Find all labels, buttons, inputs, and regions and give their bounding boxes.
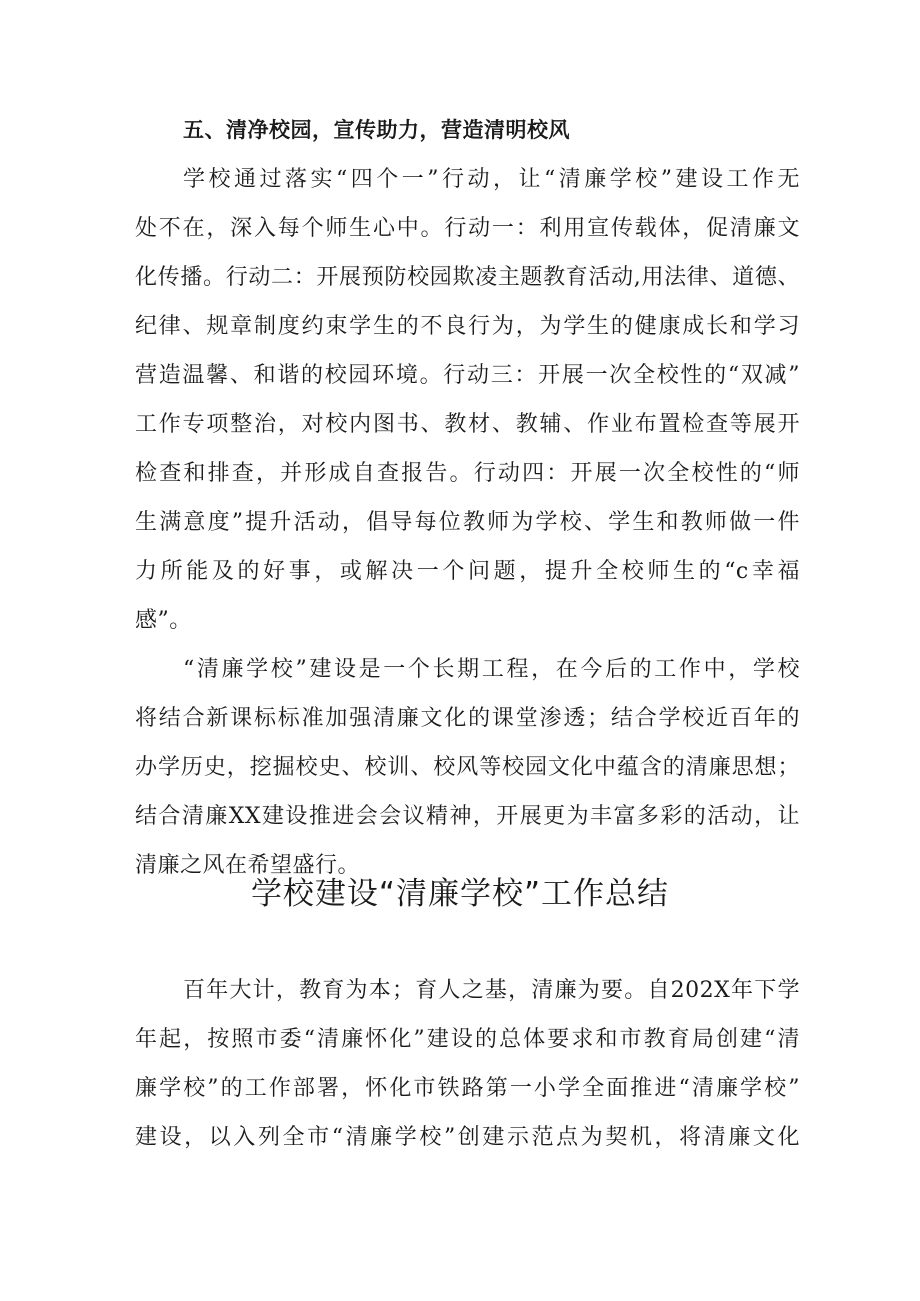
- section-heading: 五、清净校园，宣传助力，营造清明校风: [183, 118, 570, 142]
- section-p1-line-7: 检查和排查，并形成自查报告。行动四：开展一次全校性的“师: [135, 461, 800, 486]
- section-p2-line-2: 将结合新课标标准加强清廉文化的课堂渗透；结合学校近百年的: [135, 706, 800, 731]
- section-p1-line-2: 处不在，深入每个师生心中。行动一：利用宣传载体，促清廉文: [135, 216, 800, 241]
- section-p1-line-5: 营造温馨、和谐的校园环境。行动三：开展一次全校性的“双减”: [135, 363, 800, 388]
- doc-p1-line-4: 建设，以入列全市“清廉学校”创建示范点为契机，将清廉文化: [135, 1125, 800, 1150]
- section-p1-line-1: 学校通过落实“四个一”行动，让“清廉学校”建设工作无: [183, 167, 800, 192]
- section-p2-line-3: 办学历史，挖掘校史、校训、校风等校园文化中蕴含的清廉思想；: [135, 755, 800, 780]
- section-p1-line-6: 工作专项整治，对校内图书、教材、教辅、作业布置检查等展开: [135, 412, 800, 437]
- section-p1-line-8: 生满意度”提升活动，倡导每位教师为学校、学生和教师做一件: [135, 510, 800, 535]
- section-p2-line-5: 清廉之风在希望盛行。: [135, 853, 361, 878]
- section-p2-line-1: “清廉学校”建设是一个长期工程，在今后的工作中，学校: [183, 657, 800, 682]
- section-p1-line-10: 感”。: [135, 608, 192, 633]
- section-p1-line-4: 纪律、规章制度约束学生的不良行为，为学生的健康成长和学习: [135, 314, 800, 339]
- doc-p1-line-1: 百年大计，教育为本；育人之基，清廉为要。自202X年下学: [183, 978, 800, 1003]
- doc-p1-line-2: 年起，按照市委“清廉怀化”建设的总体要求和市教育局创建“清: [135, 1027, 800, 1052]
- section-p2-line-4: 结合清廉XX建设推进会会议精神，开展更为丰富多彩的活动，让: [135, 804, 800, 829]
- section-p1-line-9: 力所能及的好事，或解决一个问题，提升全校师生的“c幸福: [135, 559, 800, 584]
- section-p1-line-3: 化传播。行动二：开展预防校园欺凌主题教育活动,用法律、道德、: [135, 265, 800, 290]
- document-title: 学校建设“清廉学校”工作总结: [250, 876, 670, 912]
- doc-p1-line-3: 廉学校”的工作部署，怀化市铁路第一小学全面推进“清廉学校”: [135, 1076, 800, 1101]
